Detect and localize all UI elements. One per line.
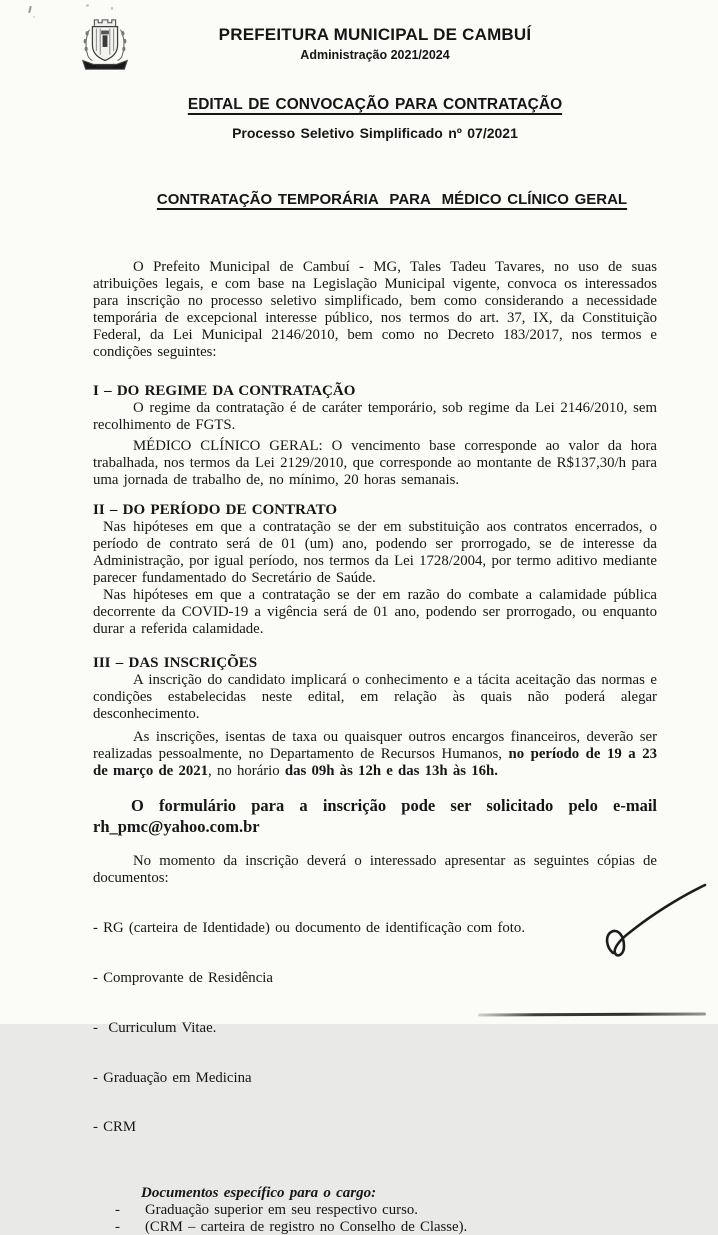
scan-speck bbox=[28, 6, 32, 13]
scan-speck bbox=[33, 16, 35, 18]
list-item: - (CRM – carteira de registro no Conselho de Classe). bbox=[115, 1218, 468, 1235]
email-address: rh_pmc@yahoo.com.br bbox=[93, 817, 260, 836]
list-item: - Graduação superior em seu respectivo curso. bbox=[115, 1202, 418, 1219]
section-2-paragraph: Nas hipóteses em que a contratação se der em razão do combate a calamidade pública decorrente da COVID-19 a vigência será de 01 ano, podendo ser prorrogado, ou enquanto durar a referida calamidade. bbox=[93, 587, 657, 637]
specific-documents-heading: Documentos específico para o cargo: bbox=[141, 1185, 377, 1202]
section-3-paragraph: A inscrição do candidato implicará o conhecimento e a tácita aceitação das normas e condições estabelecidas neste edital, em relação às quais não poderá alegar desconhecimento. bbox=[93, 672, 657, 722]
letterhead bbox=[93, 25, 657, 63]
section-1-paragraph: MÉDICO CLÍNICO GERAL: O vencimento base corresponde ao valor da hora trabalhada, nos termos da Lei 2129/2010, que corresponde ao montante de R$137,30/h para uma jornada de trabalho de, no mínimo, 20 horas semanais. bbox=[93, 438, 657, 488]
intro-paragraph: O Prefeito Municipal de Cambuí - MG, Tales Tadeu Tavares, no uso de suas atribuições legais, e com base na Legislação Municipal vigente, convoca os interessados para inscrição no processo seletivo simplificado, bem como considerando a necessidade temporária de excepcional interesse público, nos termos do art. 37, IX, da Constituição Federal, da Lei Municipal 2146/2010, bem como no Decreto 183/2017, nos termos e condições seguintes: bbox=[93, 259, 657, 360]
scan-speck bbox=[111, 7, 113, 10]
org-subtitle: Administração 2021/2024 bbox=[300, 48, 450, 62]
section-2-paragraph: Nas hipóteses em que a contratação se der em substituição aos contratos encerrados, o período de contrato será de 01 (um) ano, podendo ser prorrogado, se de interesse da Administração, por igual período, nos termos da Lei 1728/2004, por termo aditivo mediante parecer fundamentado do Secretário de Saúde. bbox=[93, 519, 657, 586]
documents-intro: No momento da inscrição deverá o interessado apresentar as seguintes cópias de documentos: bbox=[93, 853, 657, 886]
list-item: - CRM bbox=[93, 1119, 137, 1136]
list-item: - Graduação em Medicina bbox=[93, 1069, 252, 1086]
document-title: EDITAL DE CONVOCAÇÃO PARA CONTRATAÇÃO bbox=[187, 96, 563, 113]
section-2-heading: II – DO PERÍODO DE CONTRATO bbox=[93, 502, 338, 518]
list-item: - Curriculum Vitae. bbox=[93, 1019, 217, 1036]
ink-signature-flourish-icon bbox=[572, 878, 712, 960]
section-3-paragraph: As inscrições, isentas de taxa ou quaisquer outros encargos financeiros, deverão ser realizadas pessoalmente, no Departamento de Recursos Humanos, no período de 19 a 23 de março de 2021, no horário das 09h às 12h e das 13h às 16h. bbox=[93, 729, 658, 779]
section-3-heading: III – DAS INSCRIÇÕES bbox=[93, 655, 258, 671]
section-1-paragraph: O regime da contratação é de caráter temporário, sob regime da Lei 2146/2010, sem recolhimento de FGTS. bbox=[93, 400, 657, 433]
email-callout: O formulário para a inscrição pode ser solicitado pelo e-mail rh_pmc@yahoo.com.br bbox=[93, 796, 657, 836]
scan-speck bbox=[86, 4, 89, 7]
list-item: - Comprovante de Residência bbox=[93, 969, 273, 986]
registration-hours: das 09h às 12h e das 13h às 16h. bbox=[284, 763, 498, 779]
position-title: CONTRATAÇÃO TEMPORÁRIA PARA MÉDICO CLÍNICO GERAL bbox=[156, 191, 628, 208]
process-number: Processo Seletivo Simplificado nº 07/2021 bbox=[232, 125, 518, 141]
section-1-heading: I – DO REGIME DA CONTRATAÇÃO bbox=[93, 383, 356, 399]
org-title: PREFEITURA MUNICIPAL DE CAMBUÍ bbox=[218, 25, 532, 44]
scan-edge-line bbox=[478, 1013, 706, 1017]
document-body bbox=[93, 95, 657, 1235]
list-item: - RG (carteira de Identidade) ou documento de identificação com foto. bbox=[93, 920, 526, 937]
crest-ribbon-text: CAMBUÍ bbox=[96, 63, 114, 69]
registration-period: no período de 19 a 23 de março de 2021 bbox=[93, 746, 658, 779]
